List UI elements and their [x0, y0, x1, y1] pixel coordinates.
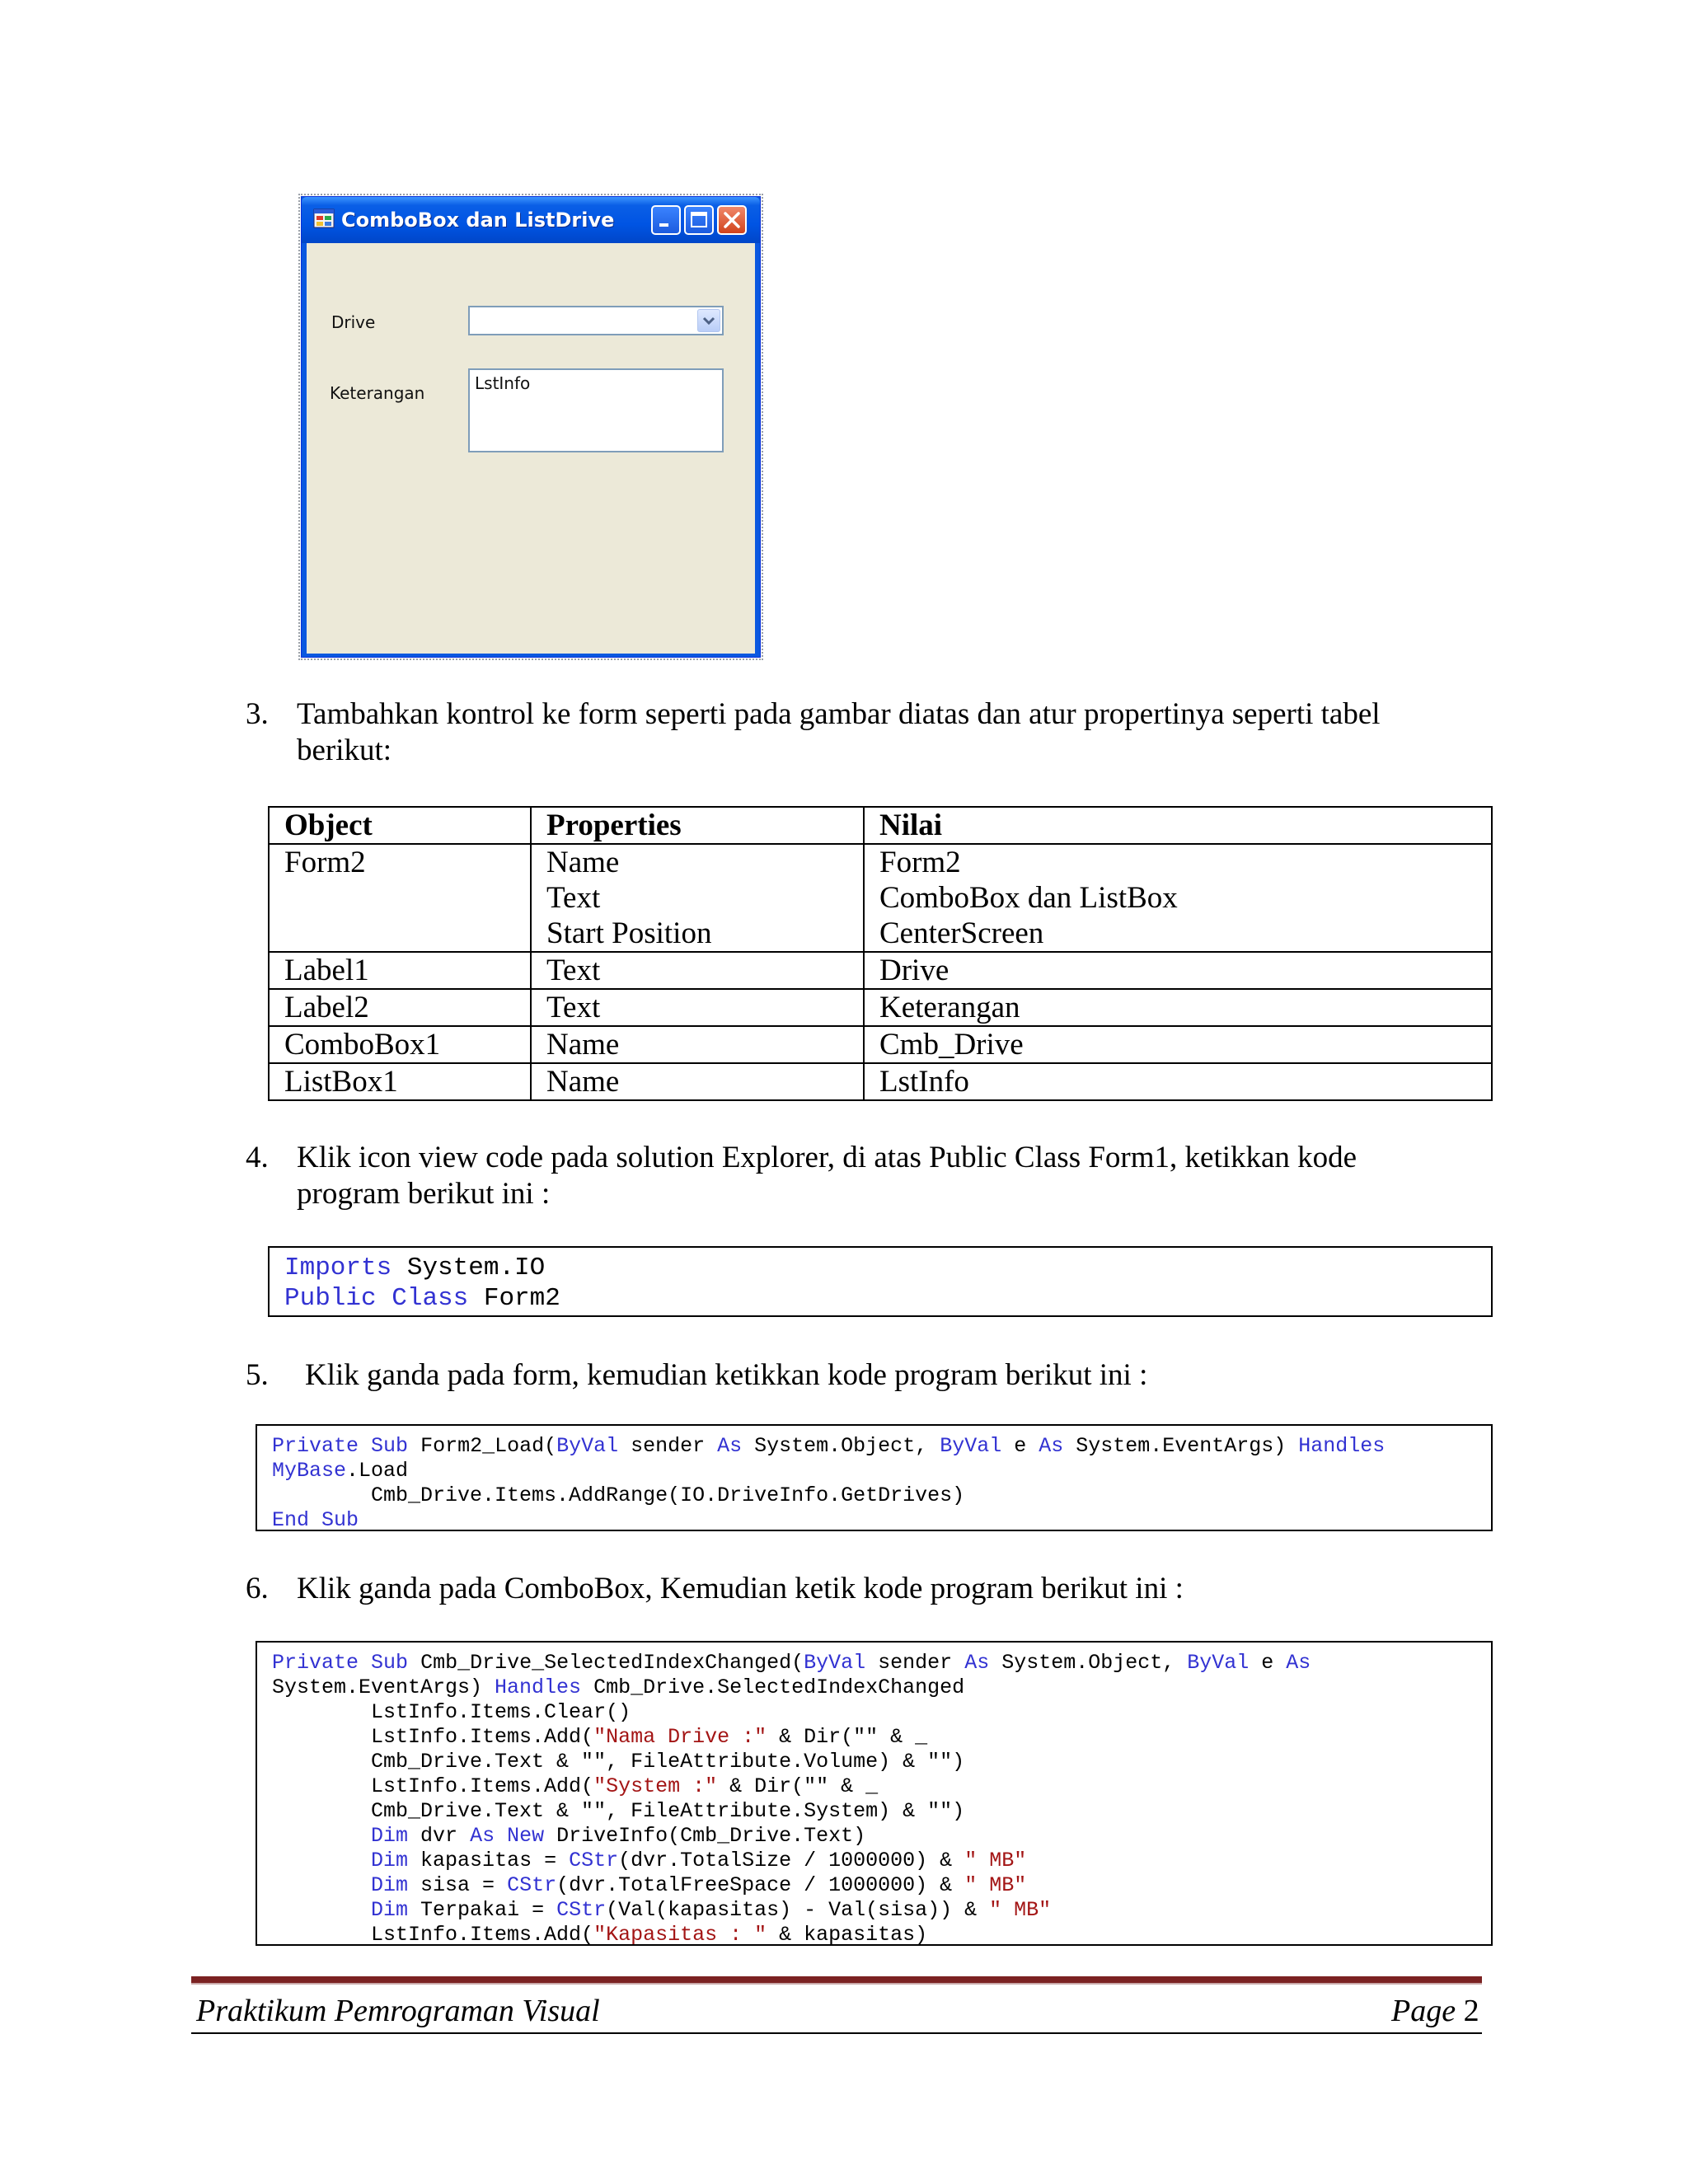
code-text: LstInfo.Items.Clear()	[272, 1700, 631, 1724]
code-keyword: Private	[272, 1434, 359, 1458]
table-header-row	[269, 807, 1492, 844]
code-text: Cmb_Drive_SelectedIndexChanged(	[408, 1651, 804, 1675]
code-keyword: Sub	[371, 1651, 409, 1675]
window-title: ComboBox dan ListDrive	[341, 209, 615, 232]
code-text	[272, 1824, 371, 1848]
code-text: & kapasitas)	[767, 1923, 928, 1947]
table-row	[269, 1026, 1492, 1063]
code-text: (dvr.TotalSize / 1000000) &	[618, 1849, 965, 1872]
code-text	[377, 1284, 392, 1313]
code-keyword: End	[272, 1508, 310, 1532]
code-line	[272, 1483, 1491, 1508]
code-text: Cmb_Drive.Text & "", FileAttribute.System) & "")	[272, 1799, 965, 1823]
code-text	[309, 1508, 321, 1532]
code-keyword: ByVal	[804, 1651, 866, 1675]
code-text: System.Object,	[742, 1434, 940, 1458]
code-keyword: Sub	[371, 1434, 409, 1458]
code-text: Cmb_Drive.Items.AddRange(IO.DriveInfo.GetDrives)	[272, 1483, 965, 1507]
code-text: System.EventArgs)	[272, 1675, 495, 1699]
code-keyword: Handles	[1298, 1434, 1386, 1458]
code-keyword: Private	[272, 1651, 359, 1675]
code-line	[272, 1923, 1491, 1947]
cell-object: Label1	[269, 952, 531, 989]
step-5	[246, 1357, 1498, 1395]
code-keyword: ByVal	[556, 1434, 619, 1458]
code-text	[272, 1849, 371, 1872]
code-keyword: CStr	[556, 1898, 607, 1922]
close-button[interactable]	[717, 205, 747, 235]
code-string: "System :"	[593, 1774, 718, 1798]
code-keyword: Class	[392, 1284, 469, 1313]
code-keyword: Dim	[371, 1824, 409, 1848]
code-keyword: As	[1286, 1651, 1311, 1675]
form-screenshot-window	[301, 196, 761, 658]
property-name: Name	[546, 846, 620, 879]
property-name: Start Position	[546, 916, 712, 950]
cell-object: ListBox1	[269, 1063, 531, 1100]
footer-page-number: 2	[1463, 1994, 1479, 2028]
cell-properties: Text	[531, 952, 864, 989]
code-string: "Nama Drive :"	[593, 1725, 767, 1749]
cell-properties	[531, 844, 864, 952]
step-4-number: 4.	[246, 1141, 269, 1174]
code-line	[272, 1873, 1491, 1898]
code-string: " MB"	[989, 1898, 1052, 1922]
header-object: Object	[269, 807, 531, 844]
cell-object: ComboBox1	[269, 1026, 531, 1063]
code-keyword: As	[717, 1434, 743, 1458]
code-keyword: As	[964, 1651, 990, 1675]
minimize-icon	[653, 207, 679, 233]
cell-object: Form2	[269, 844, 531, 952]
table-row	[269, 952, 1492, 989]
code-text: (dvr.TotalFreeSpace / 1000000) &	[556, 1873, 965, 1897]
step-4-text-line2: program berikut ini :	[297, 1177, 551, 1211]
minimize-button[interactable]	[651, 205, 681, 235]
code-line	[284, 1253, 1491, 1283]
code-text: Cmb_Drive.SelectedIndexChanged	[581, 1675, 965, 1699]
footer-bottom-line	[191, 2032, 1482, 2034]
maximize-icon	[686, 207, 712, 233]
code-text: & Dir("" & _	[717, 1774, 879, 1798]
cell-values: LstInfo	[864, 1063, 1492, 1100]
step-3-number: 3.	[246, 697, 269, 731]
cell-properties: Name	[531, 1026, 864, 1063]
code-string: " MB"	[964, 1849, 1027, 1872]
code-text	[495, 1824, 507, 1848]
code-line	[272, 1750, 1491, 1774]
code-line	[272, 1799, 1491, 1824]
code-text	[359, 1434, 371, 1458]
step-3	[246, 696, 1498, 771]
code-keyword: Handles	[495, 1675, 582, 1699]
code-text: System.EventArgs)	[1063, 1434, 1299, 1458]
step-6-text-line1: Klik ganda pada ComboBox, Kemudian ketik kode program berikut ini :	[297, 1572, 1184, 1605]
code-text: Form2	[468, 1284, 560, 1313]
table-row	[269, 989, 1492, 1026]
code-block-selected-index-changed	[256, 1641, 1493, 1946]
property-value: ComboBox dan ListBox	[879, 881, 1178, 915]
properties-table	[268, 806, 1493, 1101]
step-4	[246, 1140, 1498, 1214]
step-6-number: 6.	[246, 1572, 269, 1605]
code-line	[272, 1725, 1491, 1750]
cell-values: Cmb_Drive	[864, 1026, 1492, 1063]
code-text: sisa =	[408, 1873, 508, 1897]
chevron-down-icon	[698, 310, 720, 331]
step-6	[246, 1571, 1498, 1609]
code-line	[272, 1675, 1491, 1700]
code-string: "Kapasitas : "	[593, 1923, 767, 1947]
code-text: Cmb_Drive.Text & "", FileAttribute.Volume) & "")	[272, 1750, 965, 1774]
step-4-text-line1: Klik icon view code pada solution Explorer, di atas Public Class Form1, ketikkan kode	[297, 1141, 1357, 1174]
code-text: Terpakai =	[408, 1898, 557, 1922]
code-line	[272, 1508, 1491, 1533]
code-line	[272, 1459, 1491, 1483]
code-text: DriveInfo(Cmb_Drive.Text)	[544, 1824, 866, 1848]
code-text: e	[1249, 1651, 1287, 1675]
code-text: LstInfo.Items.Add(	[272, 1725, 594, 1749]
code-text	[272, 1873, 371, 1897]
code-text: LstInfo.Items.Add(	[272, 1774, 594, 1798]
code-line	[272, 1774, 1491, 1799]
code-text	[359, 1651, 371, 1675]
code-text: e	[1001, 1434, 1039, 1458]
code-block-form-load	[256, 1424, 1493, 1531]
code-line	[272, 1898, 1491, 1923]
code-keyword: ByVal	[1187, 1651, 1250, 1675]
label-keterangan: Keterangan	[330, 383, 425, 403]
step-5-text-line1: Klik ganda pada form, kemudian ketikkan kode program berikut ini :	[305, 1358, 1148, 1392]
code-string: " MB"	[964, 1873, 1027, 1897]
label-drive: Drive	[331, 312, 376, 332]
code-text: sender	[618, 1434, 718, 1458]
step-3-text-line2: berikut:	[297, 733, 392, 767]
footer-page	[1391, 1991, 1479, 2031]
table-row	[269, 1063, 1492, 1100]
code-text: LstInfo.Items.Add(	[272, 1923, 594, 1947]
code-keyword: Dim	[371, 1873, 409, 1897]
maximize-button[interactable]	[684, 205, 714, 235]
code-keyword: Dim	[371, 1898, 409, 1922]
window-client-area	[307, 243, 755, 654]
code-text: kapasitas =	[408, 1849, 570, 1872]
close-icon	[719, 207, 745, 233]
code-keyword: MyBase	[272, 1459, 347, 1483]
code-text: Form2_Load(	[408, 1434, 557, 1458]
property-value: CenterScreen	[879, 916, 1044, 950]
window-titlebar	[302, 197, 760, 243]
listbox-name-text: LstInfo	[475, 373, 531, 393]
header-properties: Properties	[531, 807, 864, 844]
step-5-number: 5.	[246, 1358, 269, 1392]
cell-values: Keterangan	[864, 989, 1492, 1026]
code-keyword: As	[470, 1824, 495, 1848]
code-keyword: CStr	[569, 1849, 619, 1872]
footer-page-label: Page	[1391, 1994, 1456, 2028]
cell-properties: Name	[531, 1063, 864, 1100]
cell-object: Label2	[269, 989, 531, 1026]
code-keyword: As	[1039, 1434, 1064, 1458]
combo-dropdown-button[interactable]	[697, 309, 720, 332]
drive-combobox[interactable]	[468, 306, 724, 335]
code-line	[272, 1434, 1491, 1459]
code-text: System.IO	[392, 1254, 546, 1282]
table-row	[269, 844, 1492, 952]
step-3-text-line1: Tambahkan kontrol ke form seperti pada gambar diatas dan atur propertinya seperti tabel	[297, 697, 1381, 731]
code-text: sender	[865, 1651, 965, 1675]
code-text: System.Object,	[989, 1651, 1188, 1675]
code-line	[284, 1283, 1491, 1314]
header-nilai: Nilai	[864, 807, 1492, 844]
code-keyword: CStr	[507, 1873, 557, 1897]
code-keyword: Dim	[371, 1849, 409, 1872]
code-line	[272, 1651, 1491, 1675]
property-name: Text	[546, 881, 601, 915]
code-keyword: Imports	[284, 1254, 392, 1282]
info-listbox[interactable]	[468, 368, 724, 452]
code-keyword: New	[507, 1824, 545, 1848]
cell-properties: Text	[531, 989, 864, 1026]
property-value: Form2	[879, 846, 961, 879]
code-line	[272, 1824, 1491, 1849]
cell-values: Drive	[864, 952, 1492, 989]
code-line	[272, 1700, 1491, 1725]
code-text: & Dir("" & _	[767, 1725, 928, 1749]
code-text	[272, 1898, 371, 1922]
footer-rule	[191, 1976, 1482, 1985]
code-block-imports	[268, 1246, 1493, 1317]
footer-course-title: Praktikum Pemrograman Visual	[196, 1994, 600, 2028]
code-text: dvr	[408, 1824, 471, 1848]
code-text: .Load	[346, 1459, 409, 1483]
code-keyword: Sub	[321, 1508, 359, 1532]
code-keyword: ByVal	[940, 1434, 1002, 1458]
code-line	[272, 1849, 1491, 1873]
code-keyword: Public	[284, 1284, 377, 1313]
cell-values	[864, 844, 1492, 952]
code-text: (Val(kapasitas) - Val(sisa)) &	[606, 1898, 990, 1922]
app-form-icon	[313, 209, 335, 228]
